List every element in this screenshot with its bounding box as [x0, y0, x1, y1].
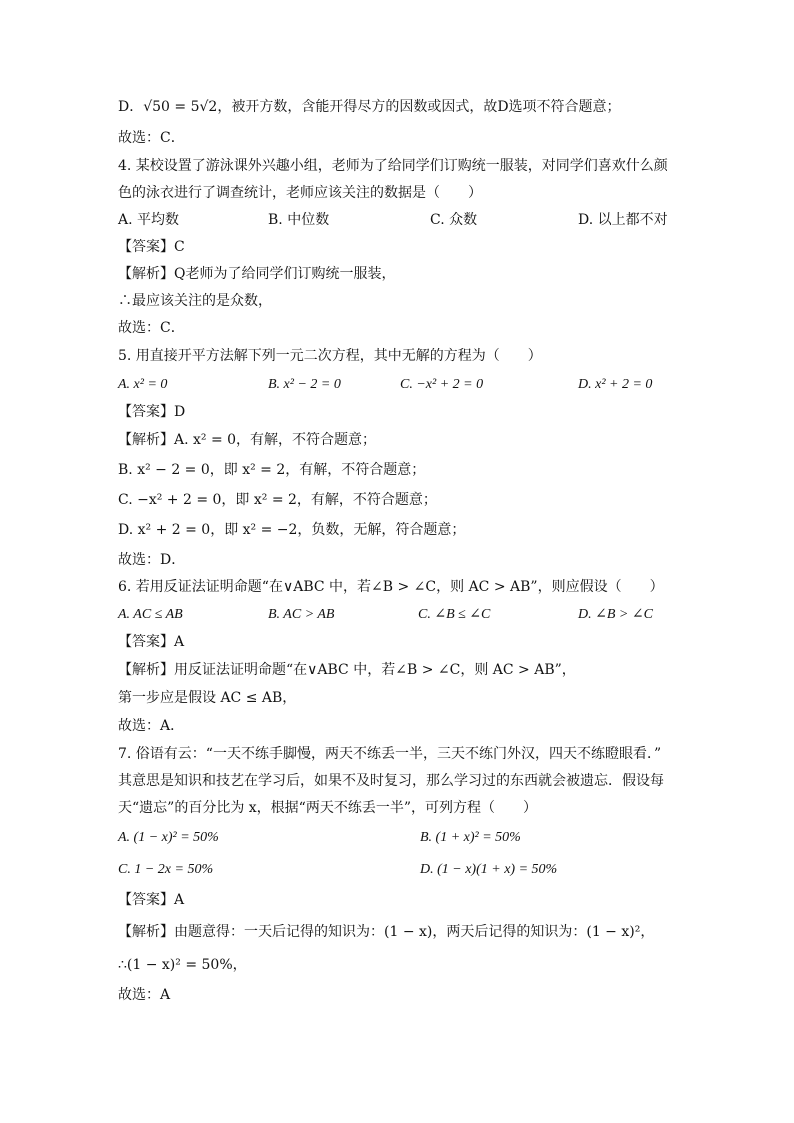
option-b: B. 中位数 [268, 212, 330, 228]
answer-line: 【答案】C [118, 239, 185, 255]
question-7-stem: 天“遗忘”的百分比为 x，根据“两天不练丢一半”，可列方程（ ） [118, 800, 537, 816]
answer-line: 【答案】A [118, 634, 185, 650]
option-d: D. 以上都不对 [578, 212, 668, 228]
explanation-line: D. x² + 2 = 0，即 x² = −2，负数，无解，符合题意； [118, 522, 466, 538]
option-c: C. 众数 [430, 212, 478, 228]
selection-line: 故选：A [118, 987, 171, 1003]
option-c: C. 1 − 2x = 50% [118, 862, 214, 877]
explanation-line: C. −x² + 2 = 0，即 x² = 2，有解，不符合题意； [118, 492, 437, 508]
text-line: D．√50 = 5√2，被开方数，含能开得尽方的因数或因式，故D选项不符合题意； [118, 99, 621, 115]
question-5-options [0, 375, 794, 395]
question-6-stem: 6. 若用反证法证明命题“在∨ABC 中，若∠B > ∠C，则 AC > AB”，则应假设（ ） [118, 579, 664, 595]
option-d: D. (1 − x)(1 + x) = 50% [420, 862, 558, 877]
explanation-line: ∴(1 − x)² = 50%， [118, 957, 247, 973]
text-line: 故选：C． [118, 130, 185, 146]
explanation-line: ∴最应该关注的是众数， [118, 293, 272, 309]
explanation-line: 【解析】由题意得：一天后记得的知识为：(1 − x)，两天后记得的知识为：(1 − x)²， [118, 924, 655, 940]
selection-line: 故选：C． [118, 320, 185, 336]
answer-line: 【答案】D [118, 404, 186, 420]
option-d: D. x² + 2 = 0 [578, 377, 653, 392]
question-7-options-row-1 [0, 828, 794, 848]
answer-line: 【答案】A [118, 892, 185, 908]
explanation-line: 【解析】A. x² = 0，有解，不符合题意； [118, 432, 377, 448]
option-a: A. AC ≤ AB [118, 607, 183, 622]
question-7-options-row-2 [0, 860, 794, 880]
question-4-stem: 色的泳衣进行了调查统计，老师应该关注的数据是（ ） [118, 185, 482, 201]
question-6-options [0, 605, 794, 625]
option-a: A. x² = 0 [118, 377, 168, 392]
explanation-line: 【解析】Q老师为了给同学们订购统一服装， [118, 266, 396, 282]
option-a: A. (1 − x)² = 50% [118, 830, 219, 845]
option-c: C. −x² + 2 = 0 [400, 377, 484, 392]
question-7-stem: 7. 俗语有云：“一天不练手脚慢，两天不练丢一半，三天不练门外汉，四天不练瞪眼看．” [118, 746, 662, 762]
question-4-options [0, 210, 794, 230]
option-d: D. ∠B > ∠C [578, 607, 653, 622]
explanation-line: 【解析】用反证法证明命题“在∨ABC 中，若∠B > ∠C，则 AC > AB”， [118, 662, 576, 678]
option-b: B. (1 + x)² = 50% [420, 830, 521, 845]
explanation-line: 第一步应是假设 AC ≤ AB， [118, 690, 297, 706]
selection-line: 故选：D． [118, 552, 186, 568]
selection-line: 故选：A． [118, 718, 185, 734]
question-4-stem: 4. 某校设置了游泳课外兴趣小组，老师为了给同学们订购统一服装，对同学们喜欢什么颜 [118, 158, 668, 174]
option-c: C. ∠B ≤ ∠C [418, 607, 491, 622]
option-a: A. 平均数 [118, 212, 180, 228]
question-5-stem: 5. 用直接开平方法解下列一元二次方程，其中无解的方程为（ ） [118, 348, 542, 364]
question-7-stem: 其意思是知识和技艺在学习后，如果不及时复习，那么学习过的东西就会被遗忘．假设每 [118, 773, 664, 789]
explanation-line: B. x² − 2 = 0，即 x² = 2，有解，不符合题意； [118, 462, 426, 478]
option-b: B. x² − 2 = 0 [268, 377, 341, 392]
option-b: B. AC > AB [268, 607, 335, 622]
